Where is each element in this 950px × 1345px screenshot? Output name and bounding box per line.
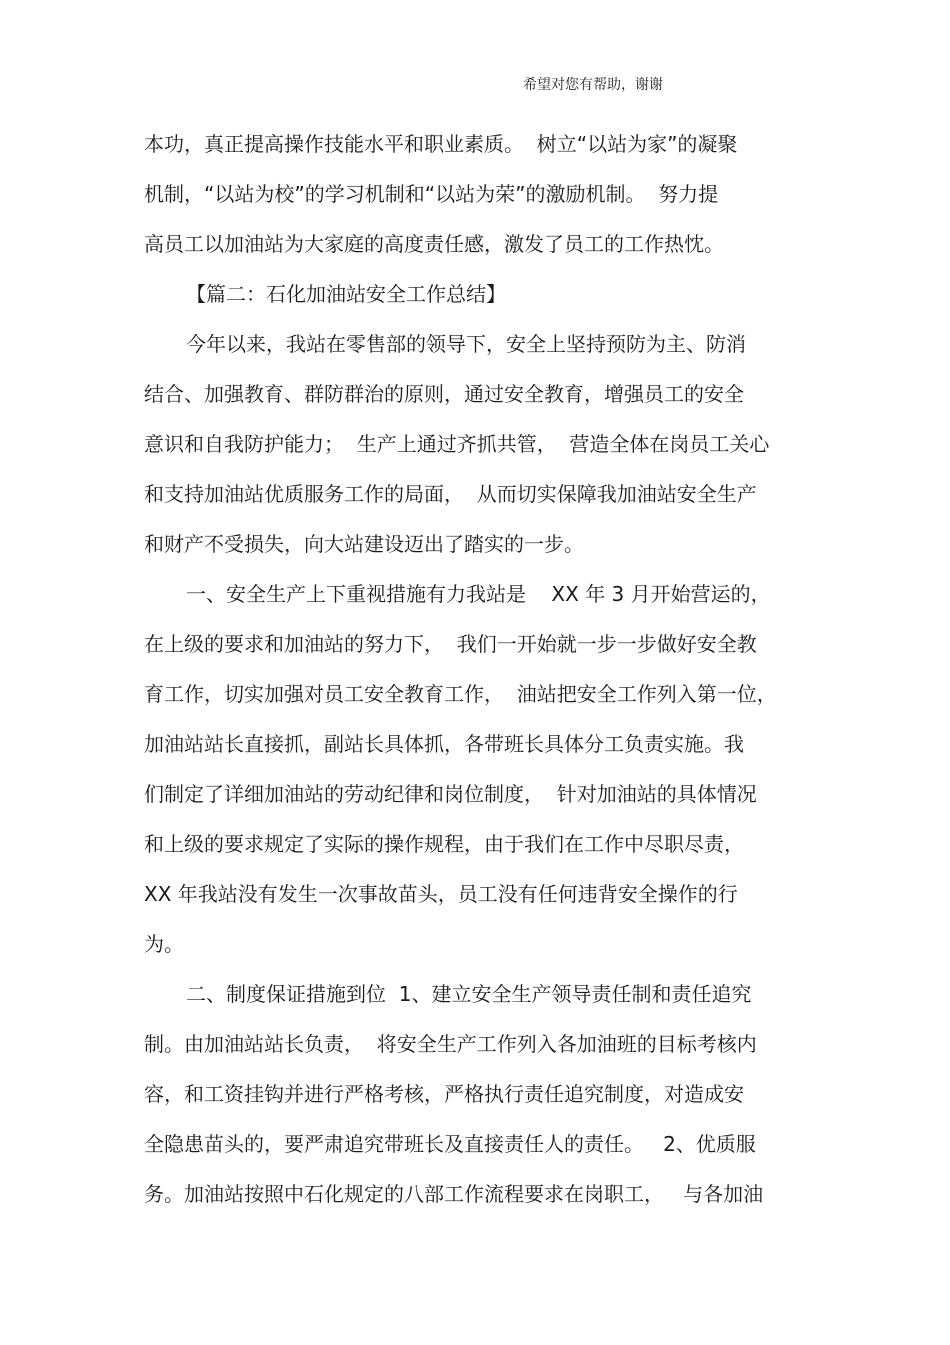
body-line: 和财产不受损失，向大站建设迈出了踏实的一步。 <box>144 532 584 556</box>
body-line: 结合、加强教育、群防群治的原则，通过安全教育，增强员工的安全 <box>144 382 744 406</box>
body-line: 在上级的要求和加油站的努力下， 我们一开始就一步一步做好安全教 <box>144 632 757 656</box>
body-line: 制。由加油站站长负责， 将安全生产工作列入各加油班的目标考核内 <box>144 1032 757 1056</box>
body-line: 意识和自我防护能力； 生产上通过齐抓共管， 营造全体在岗员工关心 <box>144 432 770 456</box>
body-line: 容，和工资挂钩并进行严格考核，严格执行责任追究制度，对造成安 <box>144 1082 744 1106</box>
body-line: 为。 <box>144 932 184 956</box>
body-line: 们制定了详细加油站的劳动纪律和岗位制度， 针对加油站的具体情况 <box>144 782 757 806</box>
body-line: 机制，“以站为校”的学习机制和“以站为荣”的激励机制。 努力提 <box>144 182 719 206</box>
body-line: 今年以来，我站在零售部的领导下，安全上坚持预防为主、防消 <box>186 332 746 356</box>
body-line: 务。加油站按照中石化规定的八部工作流程要求在岗职工， 与各加油 <box>144 1182 764 1206</box>
body-line: 全隐患苗头的，要严肃追究带班长及直接责任人的责任。 2、优质服 <box>144 1132 756 1156</box>
body-line: 育工作，切实加强对员工安全教育工作， 油站把安全工作列入第一位， <box>144 682 777 706</box>
body-line: 二、制度保证措施到位 1、建立安全生产领导责任制和责任追究 <box>186 982 752 1006</box>
body-line: 和上级的要求规定了实际的操作规程，由于我们在工作中尽职尽责， <box>144 832 744 856</box>
body-line: 加油站站长直接抓，副站长具体抓，各带班长具体分工负责实施。我 <box>144 732 744 756</box>
body-line: 和支持加油站优质服务工作的局面， 从而切实保障我加油站安全生产 <box>144 482 757 506</box>
body-line: 高员工以加油站为大家庭的高度责任感，激发了员工的工作热忱。 <box>144 232 724 256</box>
body-line: 一、安全生产上下重视措施有力我站是 XX 年 3 月开始营运的， <box>186 582 771 606</box>
body-line: 本功，真正提高操作技能水平和职业素质。 树立“以站为家”的凝聚 <box>144 132 738 156</box>
body-line: XX 年我站没有发生一次事故苗头，员工没有任何违背安全操作的行 <box>144 882 738 906</box>
section-heading: 【篇二：石化加油站安全工作总结】 <box>186 282 506 306</box>
header-note: 希望对您有帮助，谢谢 <box>523 77 663 93</box>
